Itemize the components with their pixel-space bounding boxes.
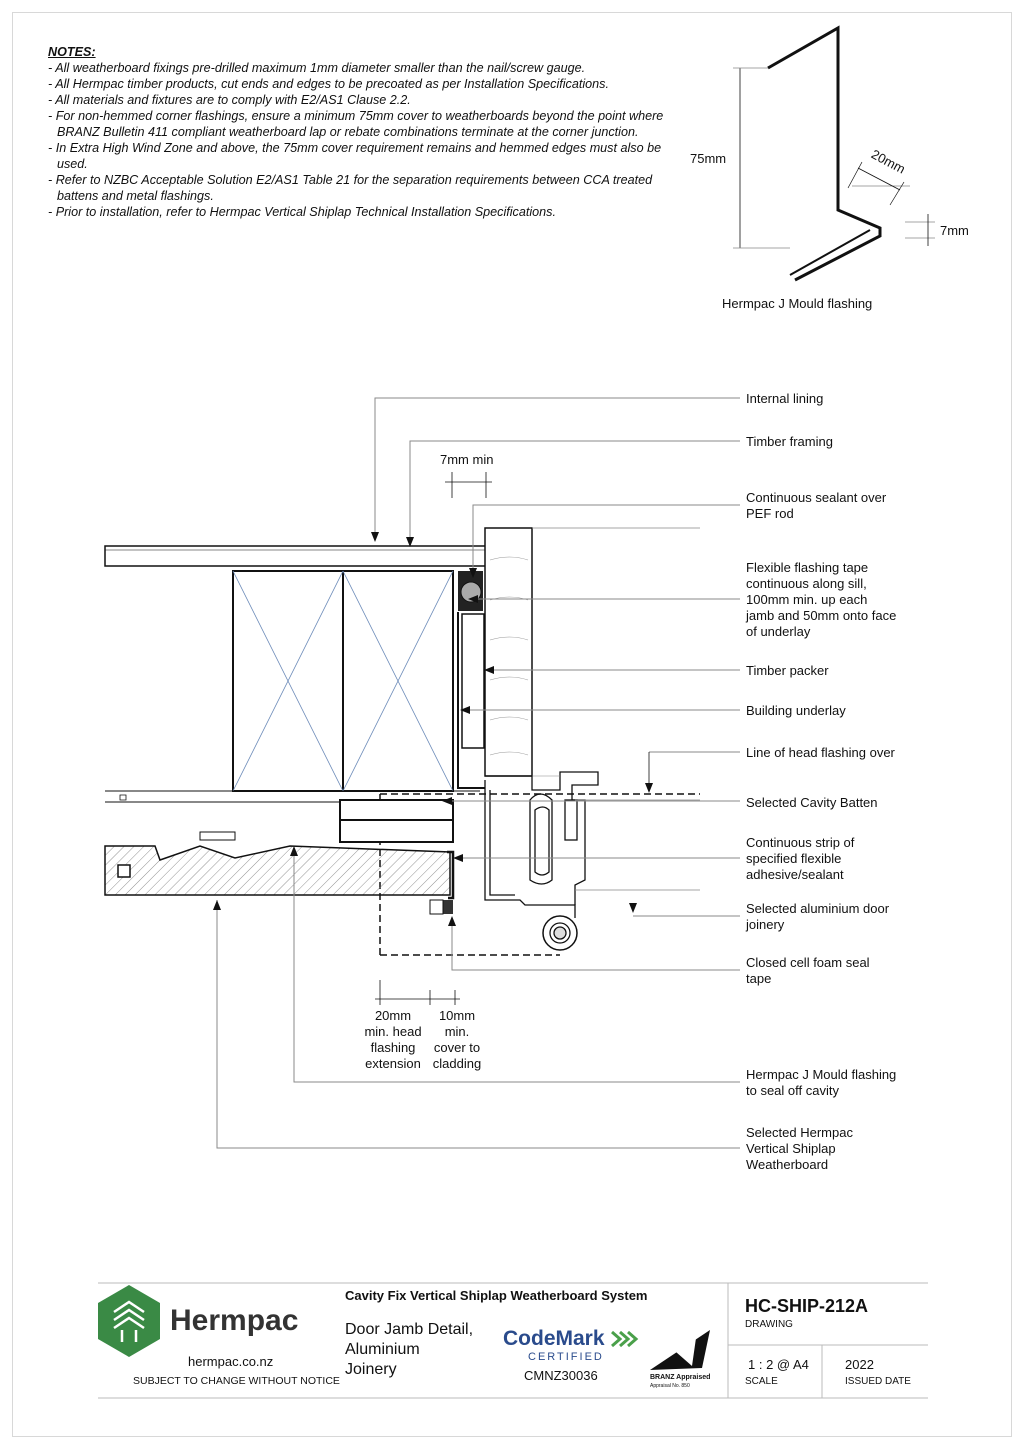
label-timber-framing: Timber framing (746, 434, 833, 449)
jmould-width-dim: 20mm (868, 146, 908, 177)
note-line: - For non-hemmed corner flashings, ensure a minimum 75mm cover to weatherboards beyond the point where BRANZ Bulletin 411 compliant weatherboard lap or rebate combinations terminate at the corner junction. (48, 109, 667, 139)
foam-seal-tape (443, 900, 453, 914)
detail-title: Door Jamb Detail, Aluminium Joinery (345, 1321, 474, 1378)
codemark-arrows (612, 1332, 636, 1346)
scale-value: 1 : 2 @ A4 (748, 1357, 809, 1372)
jmould-diagram (733, 28, 935, 280)
gap-dim-label: 7mm min (440, 452, 494, 467)
label-door-joinery: Selected aluminium door joinery (746, 901, 890, 932)
issued-label: ISSUED DATE (845, 1376, 911, 1387)
drawing-number: HC-SHIP-212A (745, 1296, 869, 1316)
branz-text: BRANZ Appraised (650, 1374, 711, 1381)
note-line: - In Extra High Wind Zone and above, the 75mm cover requirement remains and hemmed edges must also be used. (48, 141, 665, 171)
codemark-logo-text: CodeMark (503, 1327, 605, 1350)
foam-seal-block (430, 900, 443, 914)
cover-dim-label: 10mm min. cover to cladding (432, 1008, 482, 1071)
note-line: - All Hermpac timber products, cut ends and edges to be precoated as per Installation Specifications. (48, 77, 609, 91)
brand-name: Hermpac (170, 1304, 299, 1337)
hermpac-logo (98, 1285, 160, 1357)
label-internal-lining: Internal lining (746, 391, 824, 406)
branz-logo (650, 1330, 710, 1370)
label-sealant: Continuous sealant over PEF rod (746, 490, 887, 521)
note-line: - Prior to installation, refer to Hermpac Vertical Shiplap Technical Installation Specifications. (48, 205, 556, 219)
scale-label: SCALE (745, 1376, 778, 1387)
bottom-dimensions (375, 980, 460, 1005)
note-line: - All materials and fixtures are to comply with E2/AS1 Clause 2.2. (48, 93, 411, 107)
timber-framing (233, 571, 453, 791)
pef-rod-sealant (458, 571, 483, 611)
label-adhesive-strip: Continuous strip of specified flexible adhesive/sealant (746, 835, 855, 882)
jmould-caption: Hermpac J Mould flashing (722, 296, 873, 311)
system-name: Cavity Fix Vertical Shiplap Weatherboard System (345, 1288, 648, 1303)
website: hermpac.co.nz (188, 1354, 274, 1369)
codemark-number: CMNZ30036 (524, 1368, 598, 1383)
label-head-flashing-line: Line of head flashing over (746, 745, 895, 760)
branz-number: Appraisal No. 850 (650, 1383, 690, 1389)
note-line: - Refer to NZBC Acceptable Solution E2/AS1 Table 21 for the separation requirements between CCA treated battens and metal flashings. (48, 173, 656, 203)
label-weatherboard: Selected Hermpac Vertical Shiplap Weatherboard (746, 1125, 853, 1172)
timber-packer (462, 614, 484, 748)
label-foam-seal: Closed cell foam seal tape (746, 955, 870, 986)
notes-title: NOTES: (48, 45, 96, 59)
label-building-underlay: Building underlay (746, 703, 846, 718)
drawing-label: DRAWING (745, 1319, 793, 1330)
label-cavity-batten: Selected Cavity Batten (746, 795, 878, 810)
disclaimer: SUBJECT TO CHANGE WITHOUT NOTICE (133, 1375, 340, 1387)
note-line: - All weatherboard fixings pre-drilled maximum 1mm diameter smaller than the nail/screw gauge. (48, 61, 586, 75)
label-jmould-seal: Hermpac J Mould flashing to seal off cavity (746, 1067, 897, 1098)
door-frame-timber (485, 528, 532, 776)
cavity-batten (340, 800, 453, 842)
codemark-certified: CERTIFIED (528, 1351, 604, 1363)
issued-value: 2022 (845, 1357, 874, 1372)
label-flashing-tape: Flexible flashing tape continuous along sill, 100mm min. up each jamb and 50mm onto face of underlay (746, 560, 897, 639)
internal-lining-board (105, 546, 500, 566)
jmould-height-dim: 75mm (690, 151, 727, 166)
gap-dimension (445, 472, 492, 498)
label-timber-packer: Timber packer (746, 663, 829, 678)
jmould-lip-dim: 7mm (940, 223, 969, 238)
head-extension-dim-label: 20mm min. head flashing extension (364, 1008, 422, 1071)
